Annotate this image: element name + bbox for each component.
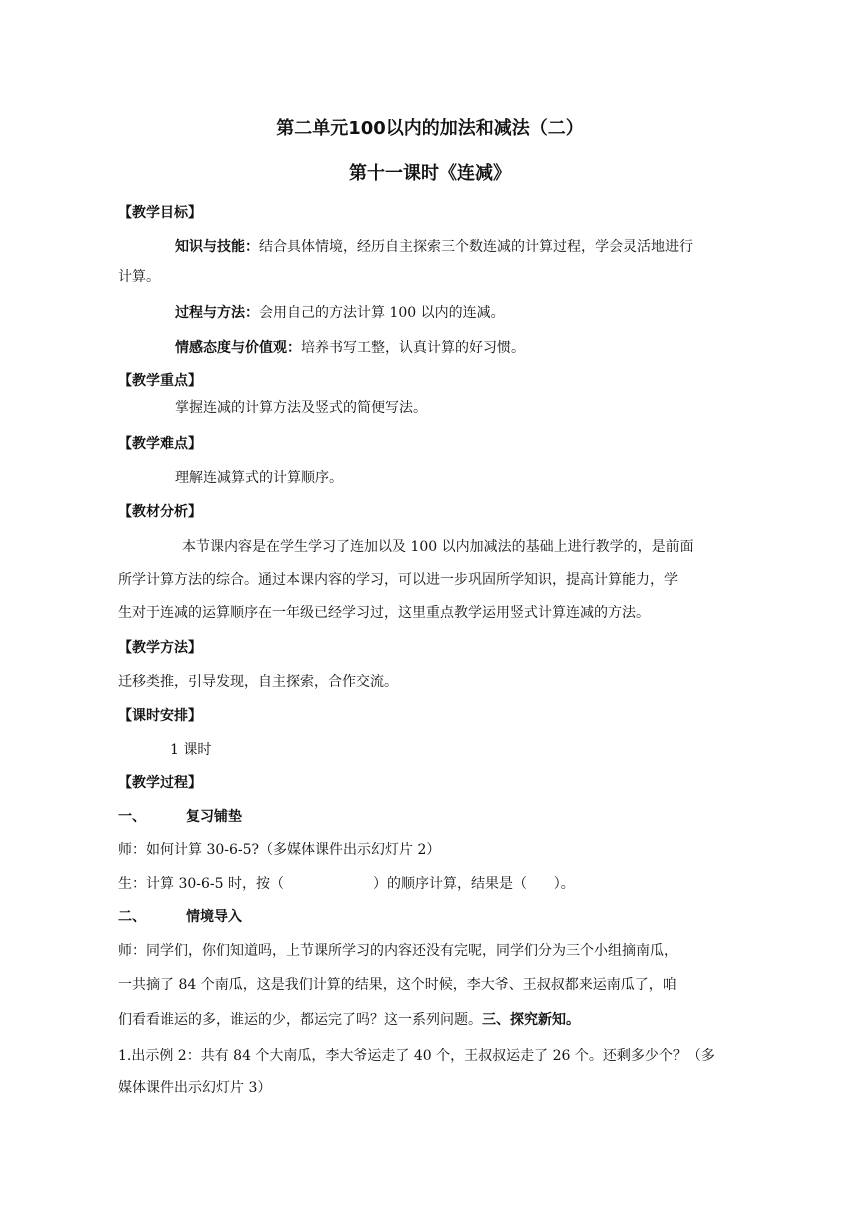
intro-line-2: 一共摘了 84 个南瓜，这是我们计算的结果，这个时候，李大爷、王叔叔都来运南瓜了，咱 bbox=[118, 977, 677, 993]
goals-process-line bbox=[175, 303, 505, 323]
schedule-heading: 【课时安排】 bbox=[118, 708, 202, 724]
section-3-heading: 三、探究新知。 bbox=[482, 1012, 580, 1028]
method-heading: 【教学方法】 bbox=[118, 640, 202, 656]
knowledge-label: 知识与技能： bbox=[175, 239, 259, 255]
example-line-2: 媒体课件出示幻灯片 3） bbox=[118, 1080, 272, 1096]
goals-knowledge-line bbox=[175, 237, 693, 257]
section-2-number: 二、 bbox=[118, 909, 146, 925]
document-subtitle: 第十一课时《连减》 bbox=[349, 163, 511, 184]
process-text: 会用自己的方法计算 100 以内的连减。 bbox=[259, 305, 505, 321]
key-point-text: 掌握连减的计算方法及竖式的简便写法。 bbox=[175, 400, 427, 416]
section-1-number: 一、 bbox=[118, 809, 146, 825]
teacher-question: 师：如何计算 30-6-5?（多媒体课件出示幻灯片 2） bbox=[118, 842, 441, 858]
process-heading: 【教学过程】 bbox=[118, 775, 202, 791]
analysis-heading: 【教材分析】 bbox=[118, 504, 202, 520]
section-1-title: 复习铺垫 bbox=[186, 809, 242, 825]
section-1-heading bbox=[118, 807, 242, 827]
difficulty-text: 理解连减算式的计算顺序。 bbox=[175, 470, 343, 486]
intro-line-3 bbox=[118, 1010, 580, 1030]
schedule-text: 1 课时 bbox=[170, 742, 212, 758]
process-label: 过程与方法： bbox=[175, 305, 259, 321]
document-title: 第二单元100以内的加法和减法（二） bbox=[276, 118, 584, 139]
analysis-line-3: 生对于连减的运算顺序在一年级已经学习过，这里重点教学运用竖式计算连减的方法。 bbox=[118, 605, 650, 621]
attitude-text: 培养书写工整，认真计算的好习惯。 bbox=[301, 340, 525, 356]
student-answer: 生：计算 30-6-5 时，按（ ）的顺序计算，结果是（ ）。 bbox=[118, 876, 575, 892]
analysis-line-2: 所学计算方法的综合。通过本课内容的学习，可以进一步巩固所学知识，提高计算能力，学 bbox=[118, 572, 678, 588]
attitude-label: 情感态度与价值观： bbox=[175, 340, 301, 356]
goals-attitude-line bbox=[175, 338, 525, 358]
analysis-line-1: 本节课内容是在学生学习了连加以及 100 以内加减法的基础上进行教学的，是前面 bbox=[182, 539, 694, 555]
key-point-heading: 【教学重点】 bbox=[118, 373, 202, 389]
goals-heading: 【教学目标】 bbox=[118, 205, 202, 221]
knowledge-text: 结合具体情境，经历自主探索三个数连减的计算过程，学会灵活地进行 bbox=[259, 239, 693, 255]
example-line-1: 1.出示例 2：共有 84 个大南瓜，李大爷运走了 40 个，王叔叔运走了 26 个。还剩多少个？（多 bbox=[118, 1048, 715, 1064]
difficulty-heading: 【教学难点】 bbox=[118, 436, 202, 452]
section-2-title: 情境导入 bbox=[186, 909, 242, 925]
intro-line-3-text: 们看看谁运的多，谁运的少，都运完了吗？这一系列问题。 bbox=[118, 1012, 482, 1028]
section-2-heading bbox=[118, 907, 242, 927]
method-text: 迁移类推，引导发现，自主探索，合作交流。 bbox=[118, 674, 398, 690]
goals-knowledge-line-2: 计算。 bbox=[118, 269, 160, 285]
intro-line-1: 师：同学们，你们知道吗，上节课所学习的内容还没有完呢，同学们分为三个小组摘南瓜， bbox=[118, 943, 678, 959]
